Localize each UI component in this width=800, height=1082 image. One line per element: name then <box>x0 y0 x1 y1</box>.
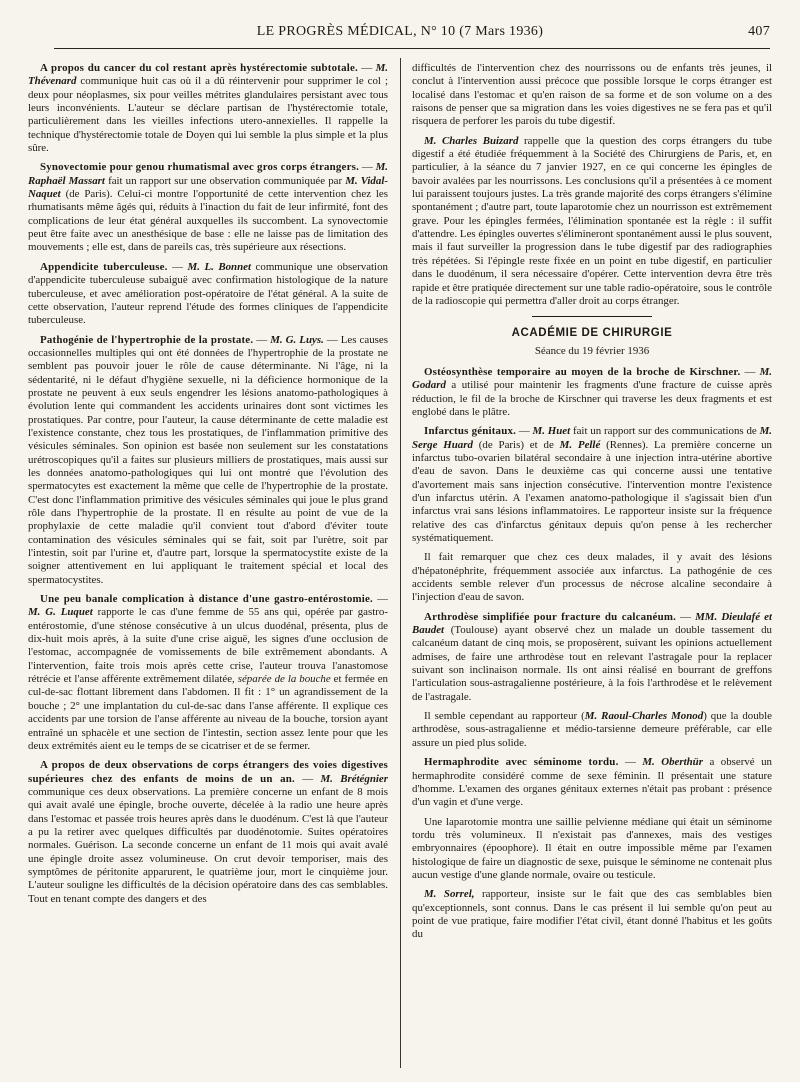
article-paragraph <box>412 135 772 308</box>
article-text: et fermée en cul-de-sac flottant librement dans l'abdomen. Il fit : 1° un agrandissement de la bouche ; 2° une implantation du cul-de-sac dans l'anse afférente. Il explique ces accidents par une torsion de l'anse afférente au niveau de la bouche, torsion ayant entraîné un sphacèle et une section de l'intestin, section assez lente pour que les deux extrémités aient eu le temps de se cicatriser et de se fermer. <box>28 673 388 752</box>
article-heading: Infarctus génitaux. <box>424 425 517 438</box>
column-divider <box>400 58 401 1068</box>
session-date: Séance du 19 février 1936 <box>534 344 650 357</box>
article-paragraph <box>412 888 772 941</box>
article-paragraph: Une peu banale complication à distance d'une gastro-entérostomie. — M. G. Luquet rapporte le cas d'une femme de 55 ans qui, opérée par gastro-entérostomie, d'une sténose consécutive à un ulcus duodénal, présenta, plus de dix-huit mois après, à la suite d'une crise aiguë, les signes d'une occlusion de l'estomac, accompagnée de vomissements de bile extrêmement abondants. A l'intervention, faite trois mois après cette crise, l'auteur trouva l'anastomose rétrécie et l'anse afférente extrêmement dilatée, séparée de la bouche et fermée en cul-de-sac flottant librement dans l'abdomen. Il fit : 1° un agrandissement de la bouche ; 2° une implantation du cul-de-sac dans l'anse afférente. Il explique ces accidents par une torsion de l'anse afférente au niveau de la bouche, torsion ayant entraîné un sphacèle et une section de l'intestin, section assez lente pour que les deux extrémités aient eu le temps de se cicatriser et de se fermer. <box>28 593 388 752</box>
article-text: Les causes occasionnelles multiples qui ont été données de l'hypertrophie de la prostate ne semblent pas pouvoir jouer le rôle de cause déterminante. Ni l'âge, ni la sédentarité, ni le défaut d'hygiène sexuelle, ni la déficience hormonique de la prostate ne peuvent à eux seuls engendrer les lésions anatomo-pathologiques à évolution lente qui commandent les accidents urinaires dont sont victimes les prostatiques. Par contre, pour l'auteur, la cause déterminante de cette maladie est l'existence constante, chez tous les prostatiques, de l'inflammation primitive des vésicules séminales. Son opinion est basée non seulement sur les constatations urétroscopiques qu'il a faites sur plusieurs milliers de prostatiques, mais aussi sur les données anatomo-pathologiques qui lui ont montré que l'évolution des spermatocytes est exactement la même que celle de l'hypertrophie de la prostate. C'est donc l'inflammation primitive des vésicules séminales qui joue le plus grand rôle dans l'hypertrophie de la prostate. Il en résulte au point de vue de la prophylaxie de cette maladie qu'il convient tout d'abord d'éviter toute contamination des vésicules séminales qui se fait, soit par l'urètre, soit par l'intestin, soit par l'urine et, d'autre part, lorsque la spermatocystite existe de la soigner attentivement en lui appliquant le traitement spécial et local des spermatocystites. <box>28 333 388 586</box>
running-title: LE PROGRÈS MÉDICAL, N° 10 (7 Mars 1936) <box>256 24 544 39</box>
article-text: Une laparotomie montra une saillie pelvienne médiane qui était un séminome tordu très volumineux. Il n'existait pas d'annexes, mais des vestiges embryonnaires (époophore). Il était en outre impossible même par l'examen histologique de faire un diagnostic de sexe, puisque le séminome ne contenait plus aucun vestige d'une glande normale, ovaire ou testicule. <box>412 815 772 881</box>
author-name: M. Huet <box>532 425 571 438</box>
section-separator <box>532 316 652 317</box>
article-text: a utilisé pour maintenir les fragments d'une fracture de cuisse après réduction, le fil de la broche de Kirschner qui traverse les deux fragments et est englobé dans le plâtre. <box>412 379 772 418</box>
article-text: rapporte le cas d'une femme de 55 ans qui, opérée par gastro-entérostomie, d'une sténose consécutive à un ulcus duodénal, présenta, plus de dix-huit mois après, à la suite d'une crise aiguë, les signes d'une occlusion de l'estomac, accompagnée de vomissements de bile extrêmement abondants. A l'intervention, faite trois mois après cette crise, l'auteur trouva l'anastomose rétrécie et l'anse afférente extrêmement dilatée, <box>28 606 388 686</box>
article-paragraph: Synovectomie pour genou rhumatismal avec gros corps étrangers. — M. Raphaël Massart fait un rapport sur une observation communiquée par M. Vidal-Naquet (de Paris). Celui-ci montre l'opportunité de cette intervention chez les rhumatisants même âgés qui, réduits à l'inaction du fait de leur infirmité, font des complications de leur état général auxquelles ils succombent. La synovectomie peut être faite avec un anesthésique de base : elle ne laisse pas de limitation des mouvements ; elle est, dans de pareils cas, très supérieure aux résections. <box>28 161 388 254</box>
author-name: M. Serge Huard <box>412 425 772 451</box>
article-paragraph: Ostéosynthèse temporaire au moyen de la broche de Kirschner. — M. Godard a utilisé pour maintenir les fragments d'une fracture de cuisse après réduction, le fil de la broche de Kirschner qui traverse les deux fragments et est englobé dans le plâtre. <box>412 365 772 418</box>
article-text: communique ces deux observations. La première concerne un enfant de 8 mois qui avait avalé une épingle, broche ouverte, décelée à la radio une heure après dans l'estomac et passée trois heures après dans le duodénum. C'est là que l'auteur a pu la retirer avec quelques difficultés par duodénotomie. Suites opératoires normales. Guérison. La seconde concerne un enfant de 11 mois qui avait avalé une épingle droite assez volumineuse. On crut devoir temporiser, mais des symptômes de péritonite apparurent, le quatrième jour, mort le cinquième jour. L'auteur souligne les difficultés de la décision opératoire dans des cas semblables. Tout en tenant compte des dangers et des <box>28 785 388 905</box>
author-name: MM. Dieulafé et Baudet <box>412 610 772 637</box>
article-paragraph: Appendicite tuberculeuse. — M. L. Bonnet communique une observation d'appendicite tuberculeuse subaiguë avec confirmation histologique de la nature tuberculeuse, et avec amélioration post-opératoire de l'état général. A la suite de cette observation, l'auteur reprend l'étude des formes cliniques de l'appendicite tuberculeuse. <box>28 260 388 327</box>
article-heading: A propos du cancer du col restant après hystérectomie subtotale. <box>40 62 358 74</box>
article-text: a observé un hermaphrodite considéré comme de sexe féminin. Il présentait une stature d'homme. L'examen des organes génitaux externes n'était pas probant : présence d'un vagin et d'une verge. <box>412 756 772 809</box>
section-title: ACADÉMIE DE CHIRURGIE <box>511 327 673 340</box>
article-text: communique une observation d'appendicite tuberculeuse subaiguë avec confirmation histologique de la nature tuberculeuse, et avec amélioration post-opératoire de l'état général. A la suite de cette observation, l'auteur reprend l'étude des formes cliniques de l'appendicite tuberculeuse. <box>28 260 388 327</box>
article-text: (de Paris). Celui-ci montre l'opportunité de cette intervention chez les rhumatisants même âgés qui, réduits à l'inaction du fait de leur infirmité, font des complications de leur état général auxquelles ils succombent. La synovectomie peut être faite avec un anesthésique de base : elle ne laisse pas de limitation des mouvements ; elle est, dans de pareils cas, très supérieure aux résections. <box>28 188 388 254</box>
author-name: M. Sorrel, <box>424 888 475 901</box>
page-header <box>30 24 770 44</box>
article-paragraph: Pathogénie de l'hypertrophie de la prostate. — M. G. Luys. — Les causes occasionnelles multiples qui ont été données de l'hypertrophie de la prostate ne semblent pas pouvoir jouer le rôle de cause déterminante. Ni l'âge, ni la sédentarité, ni le défaut d'hygiène sexuelle, ni la déficience hormonique de la prostate ne peuvent à eux seuls engendrer les lésions anatomo-pathologiques à évolution lente qui commandent les accidents urinaires dont sont victimes les prostatiques. Par contre, pour l'auteur, la cause déterminante de cette maladie est l'existence constante, chez tous les prostatiques, de l'inflammation primitive des vésicules séminales. Son opinion est basée non seulement sur les constatations urétroscopiques qu'il a faites sur plusieurs milliers de prostatiques, mais aussi sur les données anatomo-pathologiques qui lui ont montré que l'évolution des spermatocytes est exactement la même que celle de l'hypertrophie de la prostate. C'est donc l'inflammation primitive des vésicules séminales qui joue le plus grand rôle dans l'hypertrophie de la prostate. Il en résulte au point de vue de la prophylaxie de cette maladie qu'il convient tout d'abord d'éviter toute contamination des vésicules séminales qui se fait, soit par l'urètre, soit par l'intestin, soit par l'urine et, d'autre part, lorsque la spermatocystite existe de la soigner attentivement en lui appliquant le traitement spécial et local des spermatocystites. <box>28 333 388 586</box>
right-column <box>412 62 772 1072</box>
author-name: M. L. Bonnet <box>187 260 252 273</box>
article-heading: Appendicite tuberculeuse. <box>40 260 168 273</box>
author-name: M. Brétégnier <box>320 772 388 785</box>
page-number: 407 <box>748 24 770 39</box>
article-text: rapporteur, insiste sur le fait que des cas semblables bien qu'exceptionnels, sont connus. Dans le cas présent il lui semble qu'on peut au point de vue pratique, faire modifier l'état civil, étant donné l'habitus et les goûts du <box>412 888 772 941</box>
article-heading: Hermaphrodite avec séminome tordu. <box>424 756 619 769</box>
article-text: (Rennes). La première concerne un infarctus tubo-ovarien bilatéral secondaire à une injection intra-utérine abortive d'eau de savon. Dans le deuxième cas qui concerne aussi une tentative d'avortement mais sans injection consécutive. l'intervention montre l'existence d'un infarctus utérin. A l'examen anatomo-pathologique il s'agissait bien d'un infarctus vrai sans lésions inflammatoires. Le rapporteur insiste sur la fréquence relative des cas d'infarctus génitaux depuis qu'on pense à les rechercher systématiquement. <box>412 438 772 544</box>
article-heading: Synovectomie pour genou rhumatismal avec gros corps étrangers. <box>40 161 359 174</box>
author-name: M. Thévenard <box>28 62 388 88</box>
article-text: rappelle que la question des corps étrangers du tube digestif a été étudiée fréquemment à la Société des Chirurgiens de Paris, et, en particulier, à la séance du 7 janvier 1927, en ce qui concerne les épingles de bavoir avalées par les nourrissons. Les conclusions qu'il a présentées à ce moment lui paraissent toujours justes. La très grande majorité des corps étrangers s'élimine spontanément ; d'autre part, toute laparotomie chez un nourrisson est extrêmement grave. Pour les épingles fermées, l'élimination spontanée est la règle : il suffit d'attendre. Les épingles ouvertes s'élimineront spontanément aussi le plus souvent, mais il faut surveiller la progression dans le tube digestif par des radiographies très répétées. Si l'épingle reste fixée en un point en tube digestif, en particulier dans le duodénum, il sera nécessaire d'opérer. Cette intervention devra être très rapide et être pratiquée directement sur une table radio-opératoire, sous le contrôle de la radioscopie qui permettra d'aller droit au corps étranger. <box>412 134 772 307</box>
header-rule <box>54 48 770 49</box>
article-text: fait un rapport sur des communications de <box>572 425 757 438</box>
article-text: (de Paris) et de <box>478 438 554 451</box>
article-paragraph <box>412 710 772 750</box>
author-name: M. Charles Buizard <box>424 134 519 147</box>
author-name: M. Raoul-Charles Monod <box>584 710 704 723</box>
author-name: M. Oberthür <box>642 756 703 769</box>
article-paragraph: Infarctus génitaux. — M. Huet fait un rapport sur des communications de M. Serge Huard (de Paris) et de M. Pellé (Rennes). La première concerne un infarctus tubo-ovarien bilatéral secondaire à une injection intra-utérine abortive d'eau de savon. Dans le deuxième cas qui concerne aussi une tentative d'avortement mais sans injection consécutive. l'intervention montre l'existence d'un infarctus utérin. A l'examen anatomo-pathologique il s'agissait bien d'un infarctus vrai sans lésions inflammatoires. Le rapporteur insiste sur la fréquence relative des cas d'infarctus génitaux depuis qu'on pense à les rechercher systématiquement. <box>412 425 772 544</box>
author-name: M. Pellé <box>559 438 601 451</box>
article-text: Il semble cependant au rapporteur ( <box>424 710 585 723</box>
article-text: communique huit cas où il a dû réintervenir pour supprimer le col ; deux pour néoplasmes, six pour veilles métrites glandulaires persistant avec tous leurs inconvénients. L'auteur se déclare partisan de l'hystérectomie totale, particulièrement dans les vieilles infections utero-annexielles. Il rappelle la technique d'hystérectomie totale de Doyen qui lui semble la plus simple et la plus sûre. <box>28 75 388 155</box>
article-heading: Ostéosynthèse temporaire au moyen de la broche de Kirschner. <box>424 365 741 378</box>
author-name: M. Vidal-Naquet <box>28 174 388 201</box>
author-name: M. Godard <box>412 365 772 392</box>
article-italic-text: séparée de la bouche <box>237 673 331 686</box>
article-paragraph <box>412 62 772 129</box>
article-paragraph: Hermaphrodite avec séminome tordu. — M. Oberthür a observé un hermaphrodite considéré comme de sexe féminin. Il présentait une stature d'homme. L'examen des organes génitaux externes n'était pas probant : présence d'un vagin et d'une verge. <box>412 756 772 809</box>
article-text: Il fait remarquer que chez ces deux malades, il y avait des lésions d'hépatonéphrite, fréquemment associée aux infarctus. La pathogénie de ces accidents semble relever d'un processus de nécrose alcaline secondaire à l'injection d'eau de savon. <box>412 551 772 604</box>
article-paragraph: A propos du cancer du col restant après hystérectomie subtotale. — M. Thévenard communique huit cas où il a dû réintervenir pour supprimer le col ; deux pour néoplasmes, six pour veilles métrites glandulaires persistant avec tous leurs inconvénients. L'auteur se déclare partisan de l'hystérectomie totale, particulièrement dans les vieilles infections utero-annexielles. Il rappelle la technique d'hystérectomie totale de Doyen qui lui semble la plus simple et la plus sûre. <box>28 62 388 155</box>
article-heading: A propos de deux observations de corps étrangers des voies digestives supérieures chez des enfants de moins de un an. <box>28 759 388 785</box>
article-text: (Toulouse) ayant observé chez un malade un double tassement du calcanéum datant de cinq mois, se proposèrent, suivant les opinions actuellement admises, de faire une arthrodèse tout en relevant l'astragale pour la replacer suivant son inclinaison normale. Ils ont ainsi réalisé en bourrant de greffons l'articulation sous-astragalienne postérieure, à la fois l'arthrodèse et le relèvement de l'astragale. <box>412 624 772 703</box>
author-name: M. G. Luys. <box>270 333 324 346</box>
article-text: difficultés de l'intervention chez des nourrissons ou de enfants très jeunes, il conclut à l'intervention aussi précoce que possible lorsque le corps étranger est localisé dans l'estomac et qu'en raison de sa forme et de son volume on a des raisons de penser que sa migration dans les voies digestives ne se fera pas et qu'il risquera de perforer les parois du tube digestif. <box>412 62 772 128</box>
author-name: M. Raphaël Massart <box>28 161 388 187</box>
article-text: fait un rapport sur une observation communiquée par <box>108 174 343 187</box>
article-paragraph <box>412 816 772 883</box>
article-paragraph <box>412 551 772 604</box>
article-paragraph: Arthrodèse simplifiée pour fracture du calcanéum. — MM. Dieulafé et Baudet (Toulouse) ayant observé chez un malade un double tassement du calcanéum datant de cinq mois, se proposèrent, suivant les opinions actuellement admises, de faire une arthrodèse tout en relevant l'astragale pour la replacer suivant son inclinaison normale. Ils ont ainsi réalisé en bourrant de greffons l'articulation sous-astragalienne postérieure, à la fois l'arthrodèse et le relèvement de l'astragale. <box>412 610 772 703</box>
article-heading: Arthrodèse simplifiée pour fracture du calcanéum. <box>424 610 677 623</box>
left-column <box>28 62 388 1072</box>
article-heading: Pathogénie de l'hypertrophie de la prostate. <box>40 333 254 346</box>
article-paragraph: A propos de deux observations de corps étrangers des voies digestives supérieures chez des enfants de moins de un an. — M. Brétégnier communique ces deux observations. La première concerne un enfant de 8 mois qui avait avalé une épingle, broche ouverte, décelée à la radio une heure après dans l'estomac et passée trois heures après dans le duodénum. C'est là que l'auteur a pu la retirer avec quelques difficultés par duodénotomie. Suites opératoires normales. Guérison. La seconde concerne un enfant de 11 mois qui avait avalé une épingle droite assez volumineuse. On crut devoir temporiser, mais des symptômes de péritonite apparurent, le quatrième jour, mort le cinquième jour. L'auteur souligne les difficultés de la décision opératoire dans des cas semblables. Tout en tenant compte des dangers et des <box>28 759 388 905</box>
article-text: ) que la double arthrodèse, sous-astragalienne et médio-tarsienne demeure préférable, car elle assure un pied plus solide. <box>412 710 772 749</box>
author-name: M. G. Luquet <box>28 606 93 619</box>
article-heading: Une peu banale complication à distance d'une gastro-entérostomie. <box>40 593 373 606</box>
